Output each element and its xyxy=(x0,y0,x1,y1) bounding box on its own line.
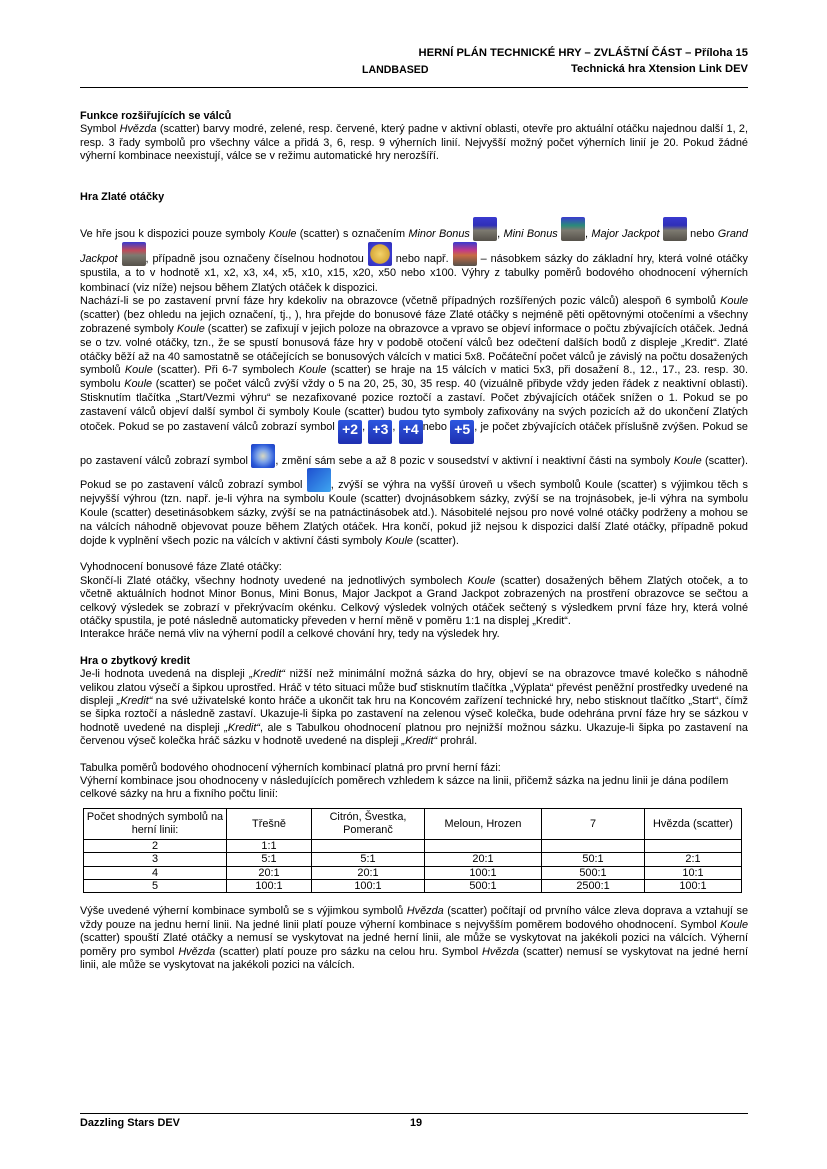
header-rule xyxy=(80,87,748,88)
paragraph-residual-credit: Je-li hodnota uvedená na displeji „Kredit“ nižší než minimální možná sázka do hry, objeví se na obrazovce tmavé kolečko s náhodně velikou zlatou výsečí a šipkou uprostřed. Hráč v této situaci může buď stisknutím tlačítka „Výplata“ převést peněžní prostředky uvedené na displeji „Kredit“ na své uživatelské konto hráče a ukončit tak hru na Koncovém zařízení technické hry, nebo stisknout tlačítko „Start“, čímž se šipka roztočí a následně zastaví. Ukazuje-li šipka po zastavení na zelenou výseč kolečka, bude odehrána první fáze hry se sázkou v hodnotě uvedené na displeji „Kredit“, ale s Tabulkou ohodnocení platnou pro nejnižší možnou sázku. Ukazuje-li šipka po zastavení na červenou výseč kolečka hráč sázku v hodnotě uvedené na displeji „Kredit“ prohrál. xyxy=(80,668,748,748)
section-heading-expanding: Funkce rozšiřujících se válců xyxy=(80,110,232,122)
burst-symbol-icon xyxy=(251,444,275,468)
page-number: 19 xyxy=(410,1117,423,1129)
col-header-melon: Meloun, Hrozen xyxy=(425,808,542,839)
paytable-intro-2: Výherní kombinace jsou ohodnoceny v následujících poměrech vzhledem k sázce na linii, přičemž sázka na jednu linii je dána podílem celkové sázky na hru a fixního počtu linií: xyxy=(80,775,729,801)
header-title: HERNÍ PLÁN TECHNICKÉ HRY – ZVLÁŠTNÍ ČÁST – Příloha 15 xyxy=(418,47,748,59)
col-header-seven: 7 xyxy=(542,808,645,839)
header-game-name: Technická hra Xtension Link DEV xyxy=(571,63,748,75)
evaluation-heading: Vyhodnocení bonusové fáze Zlaté otáčky: xyxy=(80,561,282,574)
col-header-cherries: Třešně xyxy=(227,808,312,839)
paragraph-evaluation: Skončí-li Zlaté otáčky, všechny hodnoty uvedené na jednotlivých symbolech Koule (scatter) dosažených během Zlatých otoček, a to včetně aktuálních hodnot Minor Bonus, Mini Bonus, Major Jackpot a Grand Jackpot zobrazených na prostření obrazovce se sečtou a celkový výsledek se zobrazí v překrývacím okénku. Celkový výsledek volných otáček sečtený s výsledkem první fáze hry, která volné otáčky spustila, je poté následně automaticky převeden v herní měně v poměru 1:1 na displej „Kredit“. xyxy=(80,574,748,627)
section-heading-residual-credit: Hra o zbytkový kredit xyxy=(80,654,191,667)
footer-game-name: Dazzling Stars DEV xyxy=(80,1117,180,1129)
paragraph-interaction: Interakce hráče nemá vliv na výherní podíl a celkové chování hry, tedy na výsledek hry. xyxy=(80,628,500,641)
table-row: 5 100:1 100:1 500:1 2500:1 100:1 xyxy=(84,880,742,893)
paragraph-expanding: Symbol Hvězda (scatter) barvy modré, zelené, resp. červené, který padne v aktivní oblasti, otevře pro aktuální otáčku najednou další 1, 2, resp. 3 řady symbolů pro všechny válce a přidá 3, 6, resp. 9 výherních linií. Nejvyšší možný počet výherních linií je 20. Pokud žádné výherní kombinace neexistují, válce se v režimu automatické hry nerozšíří. xyxy=(80,123,749,163)
col-header-citrus: Citrón, Švestka, Pomeranč xyxy=(312,808,425,839)
paytable-header-row xyxy=(84,808,742,839)
upgrade-symbol-icon xyxy=(307,468,331,492)
paragraph-paytable-notes: Výše uvedené výherní kombinace symbolů se s výjimkou symbolů Hvězda (scatter) počítají od prvního válce zleva doprava a vztahují se vždy pouze na jednu herní linii. Na jedné linii platí pouze výherní kombinace s nejvyšším poměrem bodového ohodnocení. Symbol Koule (scatter) spouští Zlaté otáčky a nemusí se vyskytovat na jedné herní linii, ale může se vyskytovat na jakékoli pozici na válcích. Výherní poměry pro symbol Hvězda (scatter) platí pouze pro sázku na celou hru. Symbol Hvězda (scatter) nemusí se vyskytovat na jedné herní linii, ale může se vyskytovat na jakékoli pozici na válcích. xyxy=(80,905,748,972)
col-header-star: Hvězda (scatter) xyxy=(645,808,742,839)
multiplier-ball-icon xyxy=(453,242,477,266)
mini-bonus-ball-icon xyxy=(561,217,585,241)
value-ball-icon xyxy=(368,242,392,266)
document-body xyxy=(80,110,748,973)
plus-5-spins-icon: +5 xyxy=(450,420,474,444)
plus-3-spins-icon: +3 xyxy=(368,420,392,444)
paragraph-golden-rules: Nachází-li se po zastavení první fáze hry kdekoliv na obrazovce (včetně případných rozšířených pozic válců) alespoň 6 symbolů Koule (scatter) (bez ohledu na jejich označení, tj., ), hra přejde do bonusové fáze Zlaté otáčky s nejméně pěti opětovnými otočeními a všechny zobrazené symboly Koule (scatter) se zafixují v jejich poloze na obrazovce a vpravo se objeví informace o počtu zbývajících otáček. Jedná se o tzv. volné otáčky, tzn., že se spustí bonusová fáze hry v podobě otočení válců bez odečtení dalších bodů z displeje „Kredit“. Zlaté otáčky běží až na 40 samostatně se otáčejících se bonusových válcích v matici 5x8. Počáteční počet válců je závislý na počtu dosažených symbolů Koule (scatter). Při 6-7 symbolech Koule (scatter) se hraje na 15 válcích v matici 5x3, při dosažení 8., 12., 17., 23. resp. 30. symbolu Koule (scatter) se počet válců zvýší vždy o 5 na 20, 25, 30, 35 resp. 40 (vizuálně přibyde vždy jeden řádek z neaktivní oblasti). Stisknutím tlačítka „Start/Vezmi výhru“ se nezafixované pozice roztočí a zastaví. Počet zbývajících otáček snížen o 1. Pokud se po zastavení válců objeví další symbol či symboly Koule (scatter) budou tyto symboly zafixovány na svých pozicích až do ukončení Zlatých otoček. Pokud se po zastavení válců zobrazí symbol +2 , +3 , +4 nebo +5 , je počet zbývajících otáček příslušně zvýšen. Pokud se po zastavení válců zobrazí symbol , změní sám sebe a až 8 pozic v sousedství v aktivní i neaktivní části na symboly Koule (scatter). Pokud se po zastavení válců zobrazí symbol , zvýší se výhra na vyšší úroveň u všech symbolů Koule (scatter) s výjimkou těch s nejvyšší výhrou (tzn. např. je-li výhra na symbolu Koule (scatter) dvojnásobkem sázky, zvýší se na trojnásobek, je-li výhra na symbolu Koule (scatter) desetinásobkem sázky, zvýší se na patnáctinásobek atd.). Násobitelé nejsou pro nové volné otáčky podrženy a mohou se na válcích náhodně objevovat pouze během Zlatých otáček. Hra končí, pokud již nejsou k dispozici další Zlaté otáčky, případně pokud dojde k vyplnění všech pozic na válcích v aktivní části symboly Koule (scatter). xyxy=(80,295,748,547)
footer-rule xyxy=(80,1113,748,1114)
plus-2-spins-icon: +2 xyxy=(338,420,362,444)
paytable-intro-1: Tabulka poměrů bodového ohodnocení výherních kombinací platná pro první herní fázi: xyxy=(80,761,501,774)
table-row: 3 5:1 5:1 20:1 50:1 2:1 xyxy=(84,853,742,866)
col-header-count: Počet shodných symbolů na herní linii: xyxy=(84,808,227,839)
table-row: 4 20:1 20:1 100:1 500:1 10:1 xyxy=(84,866,742,879)
paragraph-golden-symbols: Ve hře jsou k dispozici pouze symboly Koule (scatter) s označením Minor Bonus , Mini Bonus , Major Jackpot nebo Grand Jackpot , případně jsou označeny číselnou hodnotou nebo např. – násobkem sázky do základní hry, která volné otáčky spustila, a to v hodnotě x1, x2, x3, x4, x5, x10, x15, x20, x50 nebo x100. Výhry z tabulky poměrů bodového ohodnocení výherních kombinací (viz níže) nejsou během Zlatých otáček k dispozici. xyxy=(80,217,748,295)
table-row: 2 1:1 xyxy=(84,839,742,852)
minor-bonus-ball-icon xyxy=(473,217,497,241)
grand-jackpot-ball-icon xyxy=(122,242,146,266)
section-heading-golden-spins: Hra Zlaté otáčky xyxy=(80,190,165,203)
major-jackpot-ball-icon xyxy=(663,217,687,241)
plus-4-spins-icon: +4 xyxy=(399,420,423,444)
header-landbased: LANDBASED xyxy=(362,64,429,76)
paytable xyxy=(83,808,742,894)
